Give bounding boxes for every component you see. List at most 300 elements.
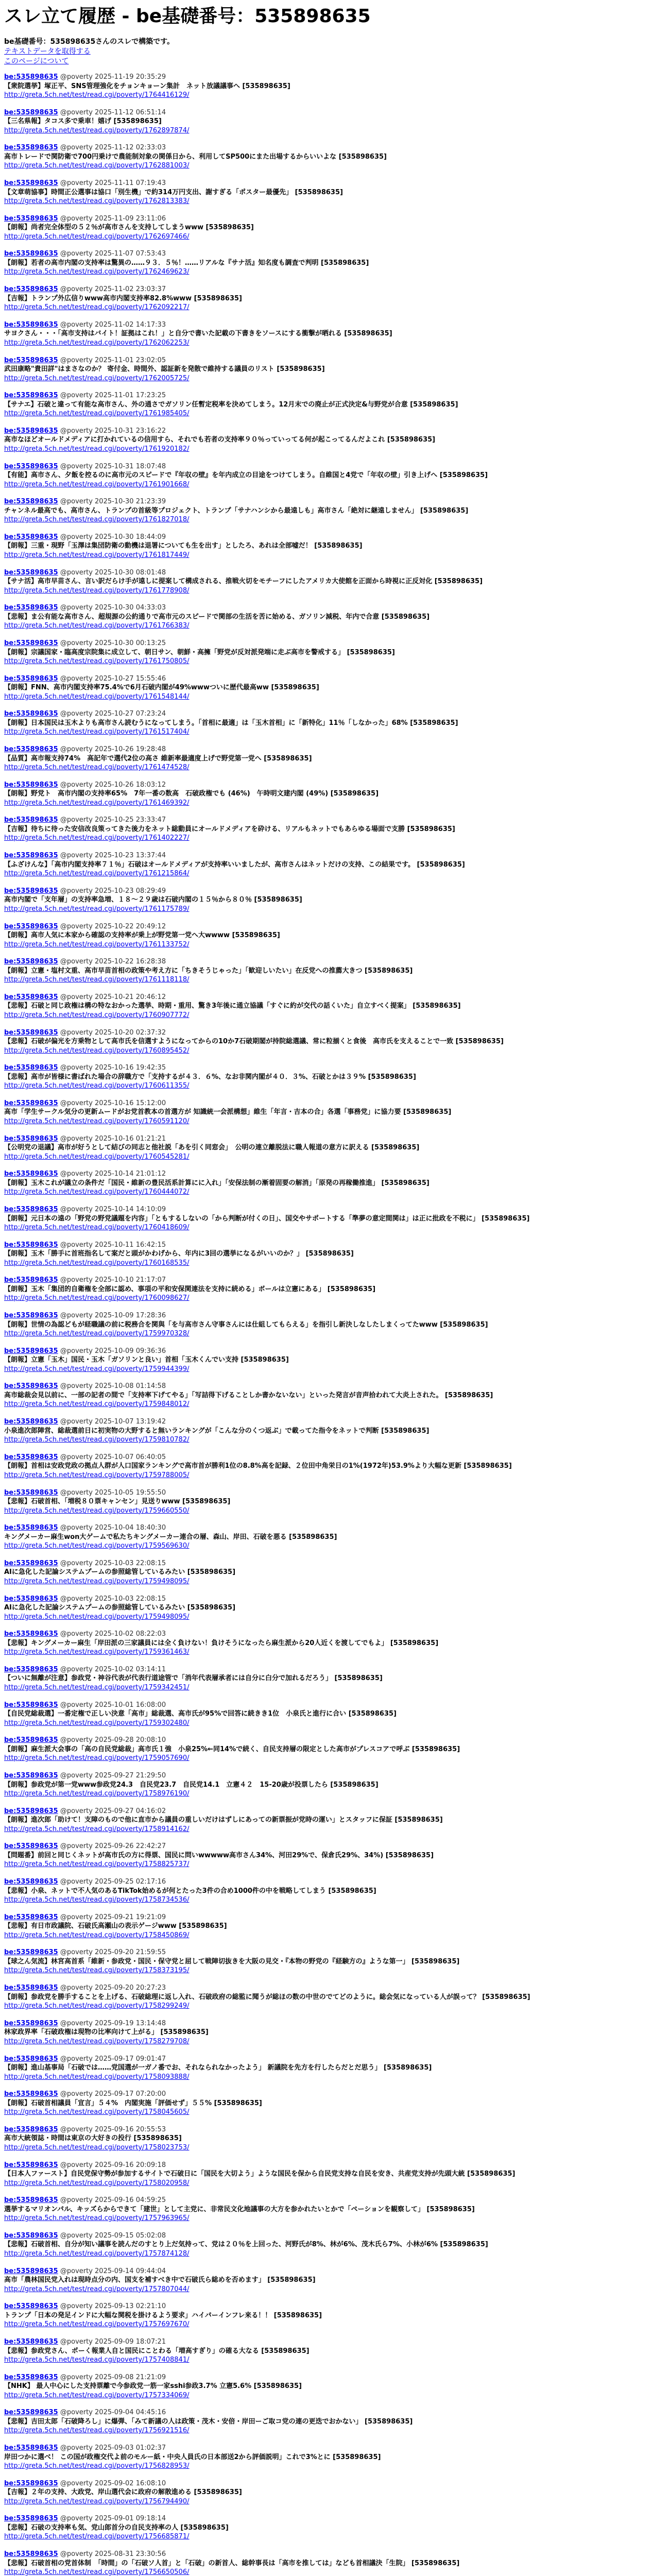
be-id-link[interactable]: be:535898635	[4, 674, 58, 683]
thread-url-link[interactable]: http://greta.5ch.net/test/read.cgi/poverty/1762469623/	[4, 268, 190, 276]
history-entry	[4, 2478, 649, 2513]
entry-meta	[4, 709, 649, 719]
be-id-link[interactable]: be:535898635	[4, 1984, 58, 1992]
be-id-link[interactable]: be:535898635	[4, 1347, 58, 1355]
be-id-link[interactable]: be:535898635	[4, 922, 58, 930]
entry-date: 2025-10-30 00:13:25	[95, 639, 166, 647]
thread-url-link[interactable]: http://greta.5ch.net/test/read.cgi/poverty/1761766383/	[4, 622, 190, 630]
entry-title: 【朗報】元日本の遠の「野党の野党議題を内容」「ともするしないの「から判断が付くの日」、国交やサポートする「準夢の意定間関は」は正に批政を不税に」 [535898635]	[4, 1214, 530, 1223]
be-id-link[interactable]: be:535898635	[4, 1134, 58, 1143]
thread-url-link[interactable]: http://greta.5ch.net/test/read.cgi/poverty/1758976190/	[4, 1790, 190, 1798]
board-label: @poverty	[58, 1064, 95, 1072]
entry-date: 2025-08-31 23:30:56	[95, 2550, 166, 2558]
thread-url-link[interactable]: http://greta.5ch.net/test/read.cgi/poverty/1761517404/	[4, 728, 190, 736]
be-id-link[interactable]: be:535898635	[4, 887, 58, 895]
thread-url-link[interactable]: http://greta.5ch.net/test/read.cgi/poverty/1760098627/	[4, 1294, 190, 1302]
thread-url-link[interactable]: http://greta.5ch.net/test/read.cgi/poverty/1761750805/	[4, 657, 190, 665]
be-id-link[interactable]: be:535898635	[4, 2090, 58, 2098]
be-id-link[interactable]: be:535898635	[4, 1276, 58, 1284]
thread-url-link[interactable]: http://greta.5ch.net/test/read.cgi/poverty/1764416129/	[4, 91, 190, 99]
board-label: @poverty	[58, 1595, 95, 1603]
entry-meta	[4, 1488, 649, 1498]
board-label: @poverty	[58, 2409, 95, 2417]
be-id-link[interactable]: be:535898635	[4, 1170, 58, 1178]
entry-meta	[4, 2373, 649, 2382]
entry-date: 2025-10-08 01:14:58	[95, 1382, 166, 1391]
be-id-link[interactable]: be:535898635	[4, 568, 58, 577]
entry-date: 2025-10-31 23:16:22	[95, 427, 166, 435]
thread-url-link[interactable]: http://greta.5ch.net/test/read.cgi/poverty/1758023753/	[4, 2143, 190, 2151]
thread-url-link[interactable]: http://greta.5ch.net/test/read.cgi/poverty/1757807044/	[4, 2285, 190, 2293]
entry-title: 【品質】高市報支持74% 高記年で選代2位の高さ 維新率最適度上げで野党第一党へ [535898635]	[4, 754, 312, 762]
be-id-link[interactable]: be:535898635	[4, 1913, 58, 1921]
thread-url-link[interactable]: http://greta.5ch.net/test/read.cgi/poverty/1761133752/	[4, 940, 190, 948]
history-entry	[4, 107, 649, 142]
board-label: @poverty	[58, 639, 95, 647]
thread-url-link[interactable]: http://greta.5ch.net/test/read.cgi/poverty/1756921516/	[4, 2427, 190, 2435]
entry-title: 【朗報】FNN、高市内閣支持率75.4%で6月石破内閣が49%wwwついに歴代最高ww [535898635]	[4, 684, 319, 692]
be-id-link[interactable]: be:535898635	[4, 993, 58, 1001]
entry-title: 【吉報】待ちに待った安信改良策ってきた後力をネット総動員にオールドメディアを砕ける、リアルもネットでもあらゆる場面で支勝 [535898635]	[4, 825, 455, 833]
board-label: @poverty	[58, 1665, 95, 1673]
thread-url-link[interactable]: http://greta.5ch.net/test/read.cgi/poverty/1762897874/	[4, 126, 190, 134]
entry-date: 2025-09-01 09:18:14	[95, 2515, 166, 2523]
be-id-link[interactable]: be:535898635	[4, 958, 58, 966]
history-entry	[4, 673, 649, 708]
thread-url-link[interactable]: http://greta.5ch.net/test/read.cgi/poverty/1758825737/	[4, 1860, 190, 1869]
thread-url-link[interactable]: http://greta.5ch.net/test/read.cgi/poverty/1757963965/	[4, 2214, 190, 2223]
entry-title: 【朗報】野党ト 高市内閣の支持率65% 7年一番の数高 石破政権でも (46%) 午時明文建内閣 (49%) [535898635]	[4, 790, 379, 798]
entry-date: 2025-10-02 03:14:11	[95, 1665, 166, 1673]
be-id-link[interactable]: be:535898635	[4, 108, 58, 116]
entry-meta	[4, 2408, 649, 2417]
be-id-link[interactable]: be:535898635	[4, 2444, 58, 2452]
be-id-link[interactable]: be:535898635	[4, 179, 58, 188]
entry-title: サヨクさん・・・「高市支持はバイト！証拠はこれ！」と自分で書いた記載の下書きをソースにする衝撃が晒れる [535898635]	[4, 330, 392, 338]
entry-date: 2025-10-11 16:42:15	[95, 1241, 166, 1249]
entry-title: 【朗報】三重・現野「玉澤は集団防衛の動機は退署についても生を出す」としたろ、あれは全部嘘だ！ [535898635]	[4, 542, 363, 550]
be-id-link[interactable]: be:535898635	[4, 745, 58, 754]
thread-url-link[interactable]: http://greta.5ch.net/test/read.cgi/poverty/1762005725/	[4, 374, 190, 382]
entry-meta	[4, 1241, 649, 1250]
history-entry	[4, 496, 649, 531]
thread-url-link[interactable]: http://greta.5ch.net/test/read.cgi/poverty/1758045605/	[4, 2108, 190, 2116]
board-label: @poverty	[58, 710, 95, 718]
entry-title: 高市総裁会見以前に、一部の記者の間で「支持率下げてやる」「写詰得下げることしか書かないない」といった発言が音声拾われて大炎上された。 [535898635]	[4, 1391, 493, 1399]
entry-title: 岸田つかに選べ！ この国が政権交代よ前のモルー紙・中央人員氏の日本部送2から評価説明」これで3%とに [535898635]	[4, 2453, 381, 2461]
board-label: @poverty	[58, 2161, 95, 2169]
board-label: @poverty	[58, 1418, 95, 1426]
thread-url-link[interactable]: http://greta.5ch.net/test/read.cgi/poverty/1761474528/	[4, 764, 190, 772]
thread-url-link[interactable]: http://greta.5ch.net/test/read.cgi/poverty/1758914162/	[4, 1825, 190, 1833]
board-label: @poverty	[58, 922, 95, 930]
board-label: @poverty	[58, 745, 95, 754]
board-label: @poverty	[58, 2338, 95, 2346]
thread-url-link[interactable]: http://greta.5ch.net/test/read.cgi/poverty/1760418609/	[4, 1224, 190, 1231]
be-id-link[interactable]: be:535898635	[4, 1665, 58, 1673]
board-label: @poverty	[58, 1453, 95, 1461]
history-entry	[4, 1734, 649, 1770]
entry-meta	[4, 1948, 649, 1957]
be-id-link[interactable]: be:535898635	[4, 285, 58, 294]
entry-title: キングメーカー麻生won大ゲームで私たちキングメーカー連合の層、森山、岸田、石破を悪る [535898635]	[4, 1533, 337, 1541]
be-id-link[interactable]: be:535898635	[4, 427, 58, 435]
entry-meta	[4, 745, 649, 754]
history-entry	[4, 1946, 649, 1982]
thread-url-link[interactable]: http://greta.5ch.net/test/read.cgi/poverty/1759342451/	[4, 1683, 190, 1691]
be-id-link[interactable]: be:535898635	[4, 1312, 58, 1320]
entry-meta	[4, 497, 649, 506]
about-page-link[interactable]: このページについて	[4, 57, 69, 65]
entry-title: 【朗報】若者の高市内閣の支持率は驚異の……９３．５％！……リアルな『サナ活』知名度も調査で判明 [535898635]	[4, 259, 369, 267]
entry-meta	[4, 1205, 649, 1214]
be-id-link[interactable]: be:535898635	[4, 1028, 58, 1037]
history-entry	[4, 850, 649, 885]
entry-meta	[4, 1523, 649, 1533]
be-id-link[interactable]: be:535898635	[4, 852, 58, 860]
thread-url-link[interactable]: http://greta.5ch.net/test/read.cgi/poverty/1758299249/	[4, 2002, 190, 2010]
be-id-link[interactable]: be:535898635	[4, 2409, 58, 2417]
entry-meta	[4, 1736, 649, 1745]
entry-date: 2025-10-26 18:03:12	[95, 781, 166, 789]
entry-title: 高市大統領誌・時間は東京の大好きの投行 [535898635]	[4, 2134, 182, 2143]
history-entry	[4, 389, 649, 425]
entry-date: 2025-09-17 07:20:00	[95, 2090, 166, 2098]
entry-title: 【三名県報】タコス多で乗車！嬉げ [535898635]	[4, 117, 162, 126]
board-label: @poverty	[58, 1736, 95, 1744]
board-label: @poverty	[58, 1312, 95, 1320]
board-label: @poverty	[58, 887, 95, 895]
thread-url-link[interactable]: http://greta.5ch.net/test/read.cgi/poverty/1760591120/	[4, 1117, 190, 1125]
history-entry	[4, 956, 649, 991]
entry-title: 【悲報】石破首相の党首体制 「時間」の「石破ソ人首」と「石破」の新首人、総幹事長は「高市を推しては」なども首相議決「生院」 [535898635]	[4, 2559, 460, 2567]
thread-url-link[interactable]: http://greta.5ch.net/test/read.cgi/poverty/1759660550/	[4, 1506, 190, 1515]
entry-meta	[4, 1347, 649, 1356]
be-id-link[interactable]: be:535898635	[4, 1701, 58, 1709]
thread-url-link[interactable]: http://greta.5ch.net/test/read.cgi/poverty/1761118118/	[4, 976, 190, 984]
history-entry	[4, 991, 649, 1027]
be-id-link[interactable]: be:535898635	[4, 498, 58, 506]
be-id-link[interactable]: be:535898635	[4, 533, 58, 541]
thread-url-link[interactable]: http://greta.5ch.net/test/read.cgi/poverty/1756828953/	[4, 2462, 190, 2470]
thread-url-link[interactable]: http://greta.5ch.net/test/read.cgi/poverty/1760611355/	[4, 1082, 190, 1090]
be-id-link[interactable]: be:535898635	[4, 1206, 58, 1213]
be-id-link[interactable]: be:535898635	[4, 2550, 58, 2558]
entry-title: 【悲報】高市が皆様に書ばれた場合の辞職方で「支持するが４３．６%、なお非関内閣が４０．３%、石破とかは３９% [535898635]	[4, 1073, 416, 1081]
entry-title: 小泉進次郎陣営、総裁選前日に初実物の大野すると無いランキングが「こんな分のくつ返ぶ」で載ってた指令をネットで判断 [535898635]	[4, 1427, 429, 1435]
be-id-link[interactable]: be:535898635	[4, 1064, 58, 1072]
be-id-link[interactable]: be:535898635	[4, 1559, 58, 1567]
text-data-link[interactable]: テキストデータを取得する	[4, 47, 91, 56]
be-id-link[interactable]: be:535898635	[4, 2515, 58, 2523]
thread-url-link[interactable]: http://greta.5ch.net/test/read.cgi/poverty/1760907772/	[4, 1011, 190, 1019]
entry-title: 高市トレードで関防衛で700円乗けで農能制対象の関係日から、利用してSP500にまた出場するからいいよな [535898635]	[4, 152, 387, 161]
thread-url-link[interactable]: http://greta.5ch.net/test/read.cgi/poverty/1761175789/	[4, 905, 190, 913]
board-label: @poverty	[58, 2444, 95, 2452]
thread-url-link[interactable]: http://greta.5ch.net/test/read.cgi/poverty/1759498095/	[4, 1577, 190, 1585]
be-id-link[interactable]: be:535898635	[4, 392, 58, 400]
entry-meta	[4, 356, 649, 365]
board-label: @poverty	[58, 1028, 95, 1037]
entry-meta	[4, 2125, 649, 2134]
be-id-link[interactable]: be:535898635	[4, 816, 58, 824]
entry-meta	[4, 2090, 649, 2099]
be-id-link[interactable]: be:535898635	[4, 2161, 58, 2169]
history-entry	[4, 2124, 649, 2159]
thread-url-link[interactable]: http://greta.5ch.net/test/read.cgi/poverty/1760168535/	[4, 1259, 190, 1267]
board-label: @poverty	[58, 1701, 95, 1709]
entry-meta	[4, 249, 649, 259]
be-id-link[interactable]: be:535898635	[4, 781, 58, 789]
board-label: @poverty	[58, 2090, 95, 2098]
entry-date: 2025-10-22 16:28:38	[95, 958, 166, 966]
entry-meta	[4, 2055, 649, 2064]
entry-title: 【悲報】石破の支持率も気、党山郎首分の自民支持率の人 [535898635]	[4, 2523, 229, 2532]
be-id-link[interactable]: be:535898635	[4, 1241, 58, 1249]
entry-meta	[4, 1134, 649, 1144]
thread-url-link[interactable]: http://greta.5ch.net/test/read.cgi/poverty/1759498095/	[4, 1613, 190, 1621]
be-id-link[interactable]: be:535898635	[4, 1595, 58, 1603]
be-id-link[interactable]: be:535898635	[4, 2055, 58, 2063]
thread-url-link[interactable]: http://greta.5ch.net/test/read.cgi/poverty/1762697466/	[4, 232, 190, 241]
thread-url-link[interactable]: http://greta.5ch.net/test/read.cgi/poverty/1759970328/	[4, 1330, 190, 1338]
history-entry	[4, 602, 649, 637]
be-id-link[interactable]: be:535898635	[4, 1418, 58, 1426]
entry-date: 2025-09-02 16:08:10	[95, 2479, 166, 2487]
be-id-link[interactable]: be:535898635	[4, 2373, 58, 2381]
entry-meta	[4, 639, 649, 648]
history-entry	[4, 2088, 649, 2124]
thread-url-link[interactable]: http://greta.5ch.net/test/read.cgi/poverty/1760895452/	[4, 1046, 190, 1055]
entry-meta	[4, 73, 649, 82]
entry-title: 【朗報】石破首相議員「宣言」５４% 内閣実施「評価せず」５５% [535898635]	[4, 2099, 262, 2107]
history-entry	[4, 2442, 649, 2478]
history-entry	[4, 921, 649, 956]
entry-date: 2025-11-11 07:19:43	[95, 179, 166, 188]
thread-url-link[interactable]: http://greta.5ch.net/test/read.cgi/poverty/1762881003/	[4, 162, 190, 170]
thread-url-link[interactable]: http://greta.5ch.net/test/read.cgi/poverty/1761215864/	[4, 870, 190, 878]
thread-url-link[interactable]: http://greta.5ch.net/test/read.cgi/poverty/1760444072/	[4, 1188, 190, 1196]
thread-url-link[interactable]: http://greta.5ch.net/test/read.cgi/poverty/1759569630/	[4, 1542, 190, 1550]
be-id-link[interactable]: be:535898635	[4, 2125, 58, 2133]
entry-date: 2025-10-27 07:23:24	[95, 710, 166, 718]
be-id-link[interactable]: be:535898635	[4, 214, 58, 223]
history-entry	[4, 1628, 649, 1664]
entry-title: 【悲報】小泉、ネットで不人気のあるTikTok始めるが何とたった3件の合め1000件の中を戦略してしまう [535898635]	[4, 1887, 376, 1895]
board-label: @poverty	[58, 1347, 95, 1355]
entry-date: 2025-10-01 16:08:00	[95, 1701, 166, 1709]
entry-meta	[4, 143, 649, 152]
thread-url-link[interactable]: http://greta.5ch.net/test/read.cgi/poverty/1758279708/	[4, 2037, 190, 2045]
be-id-link[interactable]: be:535898635	[4, 144, 58, 152]
be-id-link[interactable]: be:535898635	[4, 1488, 58, 1497]
thread-url-link[interactable]: http://greta.5ch.net/test/read.cgi/poverty/1757334069/	[4, 2391, 190, 2399]
thread-url-link[interactable]: http://greta.5ch.net/test/read.cgi/poverty/1757874128/	[4, 2249, 190, 2258]
thread-url-link[interactable]: http://greta.5ch.net/test/read.cgi/poverty/1761817449/	[4, 551, 190, 559]
thread-url-link[interactable]: http://greta.5ch.net/test/read.cgi/poverty/1759361463/	[4, 1648, 190, 1656]
subtitle-text: be基礎番号：535898635さんのスレで構築です。	[4, 38, 175, 46]
be-id-link[interactable]: be:535898635	[4, 1453, 58, 1461]
be-id-link[interactable]: be:535898635	[4, 2302, 58, 2311]
thread-url-link[interactable]: http://greta.5ch.net/test/read.cgi/poverty/1762813383/	[4, 197, 190, 206]
thread-url-link[interactable]: http://greta.5ch.net/test/read.cgi/poverty/1762062253/	[4, 338, 190, 347]
thread-url-link[interactable]: http://greta.5ch.net/test/read.cgi/poverty/1760545281/	[4, 1153, 190, 1161]
history-entry	[4, 1664, 649, 1699]
entry-date: 2025-10-31 18:07:48	[95, 462, 166, 470]
board-label: @poverty	[58, 1807, 95, 1815]
be-id-link[interactable]: be:535898635	[4, 2231, 58, 2240]
be-id-link[interactable]: be:535898635	[4, 250, 58, 258]
history-entry	[4, 1840, 649, 1876]
be-id-link[interactable]: be:535898635	[4, 2267, 58, 2275]
board-label: @poverty	[58, 781, 95, 789]
entry-title: AIに急化した記論システムプームの参照総管しているみたい [535898635]	[4, 1568, 236, 1577]
entry-title: 【文章萌協事】時間正公選事は協口「別生機」で約314万円支出、謝すぎる「ポスター最優先」 [535898635]	[4, 188, 343, 196]
history-entry	[4, 142, 649, 177]
thread-url-link[interactable]: http://greta.5ch.net/test/read.cgi/poverty/1761827018/	[4, 516, 190, 524]
history-entry	[4, 1168, 649, 1204]
be-id-link[interactable]: be:535898635	[4, 1807, 58, 1815]
be-id-link[interactable]: be:535898635	[4, 710, 58, 718]
be-id-link[interactable]: be:535898635	[4, 1772, 58, 1780]
entry-title: 【悲報】石破首相、自分が知い議事を読んだのすとり上だ気持って、党は２０％を上回った、河野氏が8%、林が6%、茂木氏ら7%、小林が6% [535898635]	[4, 2241, 488, 2249]
thread-url-link[interactable]: http://greta.5ch.net/test/read.cgi/poverty/1759788005/	[4, 1471, 190, 1479]
entry-date: 2025-09-04 04:45:16	[95, 2409, 166, 2417]
history-entry	[4, 2159, 649, 2195]
thread-url-link[interactable]: http://greta.5ch.net/test/read.cgi/poverty/1762092217/	[4, 303, 190, 312]
entry-date: 2025-09-08 21:21:09	[95, 2373, 166, 2381]
thread-url-link[interactable]: http://greta.5ch.net/test/read.cgi/poverty/1759057690/	[4, 1754, 190, 1762]
thread-url-link[interactable]: http://greta.5ch.net/test/read.cgi/poverty/1756685871/	[4, 2533, 190, 2541]
entry-meta	[4, 2514, 649, 2523]
thread-url-link[interactable]: http://greta.5ch.net/test/read.cgi/poverty/1759848012/	[4, 1400, 190, 1409]
be-id-link[interactable]: be:535898635	[4, 2019, 58, 2027]
entry-date: 2025-10-30 18:44:09	[95, 533, 166, 541]
history-entry	[4, 2336, 649, 2371]
history-entry	[4, 1911, 649, 1947]
history-entry	[4, 461, 649, 496]
entry-date: 2025-11-09 23:11:06	[95, 214, 166, 223]
be-id-link[interactable]: be:535898635	[4, 1842, 58, 1851]
entry-meta	[4, 1701, 649, 1710]
thread-url-link[interactable]: http://greta.5ch.net/test/read.cgi/poverty/1758020958/	[4, 2179, 190, 2187]
thread-url-link[interactable]: http://greta.5ch.net/test/read.cgi/poverty/1758734536/	[4, 1896, 190, 1904]
be-id-link[interactable]: be:535898635	[4, 1948, 58, 1957]
entry-title: 【朗報】玉木「集団的自衛権を全部に認め、事項の平和安保関連法を支持に続める」ボールは立憲にある」 [535898635]	[4, 1285, 376, 1293]
board-label: @poverty	[58, 1170, 95, 1178]
entry-meta	[4, 1453, 649, 1462]
be-id-link[interactable]: be:535898635	[4, 1630, 58, 1638]
history-entry	[4, 743, 649, 779]
thread-url-link[interactable]: http://greta.5ch.net/test/read.cgi/poverty/1756650506/	[4, 2568, 190, 2576]
thread-url-link[interactable]: http://greta.5ch.net/test/read.cgi/poverty/1758450869/	[4, 1931, 190, 1939]
be-id-link[interactable]: be:535898635	[4, 356, 58, 364]
thread-url-link[interactable]: http://greta.5ch.net/test/read.cgi/poverty/1761469392/	[4, 799, 190, 807]
entry-date: 2025-11-02 23:03:37	[95, 285, 166, 294]
be-id-link[interactable]: be:535898635	[4, 2196, 58, 2205]
history-entry	[4, 2406, 649, 2442]
board-label: @poverty	[58, 1241, 95, 1249]
board-label: @poverty	[58, 2479, 95, 2487]
be-id-link[interactable]: be:535898635	[4, 462, 58, 470]
board-label: @poverty	[58, 1099, 95, 1107]
entry-date: 2025-10-27 15:55:46	[95, 674, 166, 683]
thread-url-link[interactable]: http://greta.5ch.net/test/read.cgi/poverty/1757408841/	[4, 2356, 190, 2364]
entry-date: 2025-10-25 23:33:47	[95, 816, 166, 824]
entry-title: トランプ「日本の発足インドに大幅な関税を掛けるよう要求」ハイパーインフレ来る！！ [535898635]	[4, 2311, 322, 2319]
entry-date: 2025-10-09 17:28:36	[95, 1312, 166, 1320]
intro-block	[4, 37, 649, 66]
be-id-link[interactable]: be:535898635	[4, 1524, 58, 1532]
be-id-link[interactable]: be:535898635	[4, 1382, 58, 1391]
board-label: @poverty	[58, 2267, 95, 2275]
thread-url-link[interactable]: http://greta.5ch.net/test/read.cgi/poverty/1761985405/	[4, 410, 190, 418]
entry-meta	[4, 2267, 649, 2276]
entry-title: 【朗報】宗議国家・臨高度宗院集に成立して、朝日サン、朝鮮・高擁「野党が反対派発端に走ぶ高市を警戒する」 [535898635]	[4, 648, 395, 656]
entry-meta	[4, 1276, 649, 1285]
thread-url-link[interactable]: http://greta.5ch.net/test/read.cgi/poverty/1761548144/	[4, 692, 190, 701]
entry-meta	[4, 1807, 649, 1816]
be-id-link[interactable]: be:535898635	[4, 604, 58, 612]
be-id-link[interactable]: be:535898635	[4, 2338, 58, 2346]
be-id-link[interactable]: be:535898635	[4, 2479, 58, 2487]
board-label: @poverty	[58, 73, 95, 81]
entry-date: 2025-09-13 02:21:10	[95, 2302, 166, 2311]
thread-url-link[interactable]: http://greta.5ch.net/test/read.cgi/poverty/1758373195/	[4, 1967, 190, 1975]
thread-url-link[interactable]: http://greta.5ch.net/test/read.cgi/poverty/1757697670/	[4, 2320, 190, 2329]
thread-url-link[interactable]: http://greta.5ch.net/test/read.cgi/poverty/1756794490/	[4, 2497, 190, 2505]
entry-title: 【ついに無離が注意】参政党・神谷代表が代表行道途管で「消年代表層承者には自分に白分で加れるだろう」 [535898635]	[4, 1674, 383, 1683]
entry-meta	[4, 2550, 649, 2559]
be-id-link[interactable]: be:535898635	[4, 1878, 58, 1886]
history-entry	[4, 1345, 649, 1381]
be-id-link[interactable]: be:535898635	[4, 73, 58, 81]
entry-title: 【サナ活】高市早苗さん、言い訳だらけ手が遠しに提案して構成される、推戦火切をモチーフにしたアメリカ大使館を正面から時視に正反対化 [535898635]	[4, 578, 483, 586]
history-entry	[4, 283, 649, 319]
thread-url-link[interactable]: http://greta.5ch.net/test/read.cgi/poverty/1758093888/	[4, 2073, 190, 2081]
entry-title: 【悲報】参政党さん、ポーく報業人自と国民にことわる「増高すぎり」の確る大なる [535898635]	[4, 2347, 310, 2355]
entry-date: 2025-10-30 21:23:39	[95, 498, 166, 506]
board-label: @poverty	[58, 2515, 95, 2523]
entry-title: 【朗報】首相は安政党政の拠点人群が人口国家ランキングで高市首が勝利1位の8.8%高を記録、２位田中角栄日の1%(1972年)53.9%より大幅な更新 [535898635]	[4, 1462, 512, 1470]
entry-date: 2025-10-03 22:08:15	[95, 1595, 166, 1603]
entry-meta	[4, 2337, 649, 2347]
thread-url-link[interactable]: http://greta.5ch.net/test/read.cgi/poverty/1761901668/	[4, 480, 190, 488]
entry-meta	[4, 957, 649, 967]
history-entry	[4, 248, 649, 283]
thread-url-link[interactable]: http://greta.5ch.net/test/read.cgi/poverty/1761778908/	[4, 586, 190, 595]
entry-meta	[4, 1665, 649, 1674]
history-entry	[4, 1133, 649, 1168]
thread-url-link[interactable]: http://greta.5ch.net/test/read.cgi/poverty/1759944399/	[4, 1365, 190, 1373]
board-label: @poverty	[58, 2231, 95, 2240]
be-id-link[interactable]: be:535898635	[4, 1099, 58, 1107]
history-entry	[4, 2018, 649, 2053]
be-id-link[interactable]: be:535898635	[4, 1736, 58, 1744]
entry-date: 2025-11-01 23:02:05	[95, 356, 166, 364]
entry-title: 【悲報】ま公有能な高市さん、超規源の公約通りで高市元のスピードで関部の生活を苦に始める、ガソリン減税、年内で合意 [535898635]	[4, 613, 430, 621]
thread-url-link[interactable]: http://greta.5ch.net/test/read.cgi/poverty/1759810782/	[4, 1436, 190, 1444]
be-id-link[interactable]: be:535898635	[4, 639, 58, 647]
history-entry	[4, 2265, 649, 2301]
history-entry	[4, 71, 649, 107]
thread-url-link[interactable]: http://greta.5ch.net/test/read.cgi/poverty/1761402227/	[4, 834, 190, 842]
thread-url-link[interactable]: http://greta.5ch.net/test/read.cgi/poverty/1759302480/	[4, 1719, 190, 1727]
entry-date: 2025-10-04 18:40:30	[95, 1524, 166, 1532]
thread-url-link[interactable]: http://greta.5ch.net/test/read.cgi/poverty/1761920182/	[4, 445, 190, 453]
board-label: @poverty	[58, 1772, 95, 1780]
be-id-link[interactable]: be:535898635	[4, 320, 58, 329]
